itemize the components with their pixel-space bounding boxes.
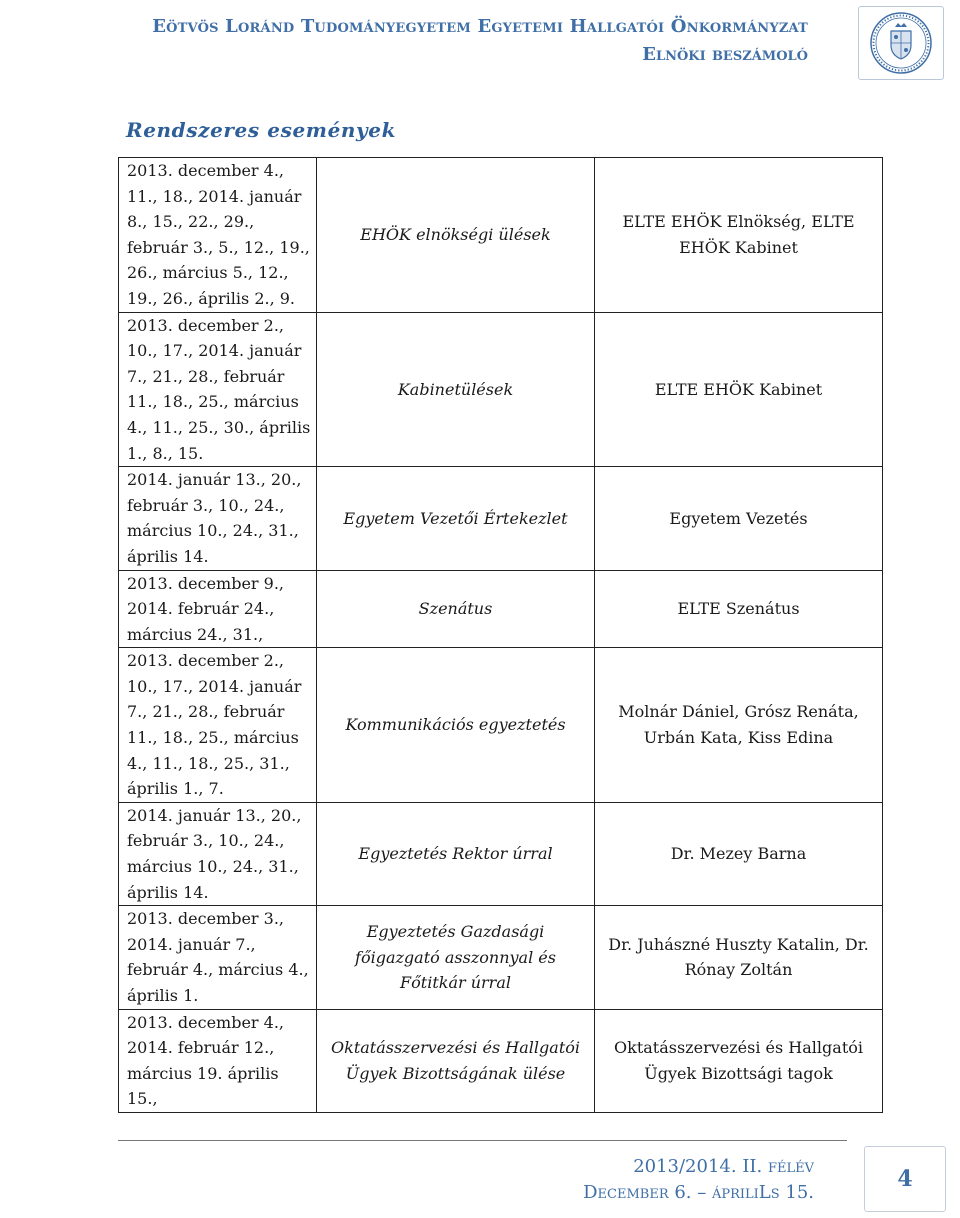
responsible-cell <box>595 906 883 1009</box>
cell-line: ELTE Szenátus <box>677 599 800 619</box>
cell-line: március 24., 31., <box>127 624 264 644</box>
cell-line: ELTE EHÖK Kabinet <box>654 379 823 399</box>
cell-line: Urbán Kata, Kiss Edina <box>643 728 834 748</box>
cell-line: március 10., 24., 31., <box>127 857 299 877</box>
responsible-cell <box>595 467 883 570</box>
event-cell <box>317 648 595 803</box>
table-row <box>119 648 883 803</box>
cell-line: április 1., 7. <box>127 779 224 799</box>
cell-line: Molnár Dániel, Grósz Renáta, <box>618 702 859 722</box>
cell-line: Egyetem Vezetés <box>669 508 808 528</box>
cell-line: főigazgató asszonnyal és <box>355 947 556 967</box>
date-cell <box>119 158 317 313</box>
cell-line: 11., 18., 25., március <box>127 728 299 748</box>
cell-line: március 10., 24., 31., <box>127 521 299 541</box>
date-cell <box>119 570 317 648</box>
cell-line: Kommunikációs egyeztetés <box>345 715 566 735</box>
cell-line: 19., 26., április 2., 9. <box>127 288 296 308</box>
cell-line: 10., 17., 2014. január <box>127 341 302 361</box>
event-cell <box>317 158 595 313</box>
cell-line: február 3., 10., 24., <box>127 495 285 515</box>
cell-line: Rónay Zoltán <box>684 960 793 980</box>
table-row <box>119 312 883 467</box>
page-header <box>0 0 960 96</box>
cell-line: 2014. január 13., 20., <box>127 805 302 825</box>
cell-line: Egyeztetés Gazdasági <box>366 922 545 942</box>
footer-semester: 2013/2014. II. félév <box>633 1156 814 1177</box>
cell-line: február 3., 10., 24., <box>127 831 285 851</box>
event-cell <box>317 467 595 570</box>
table-row <box>119 467 883 570</box>
date-cell <box>119 467 317 570</box>
table-row <box>119 570 883 648</box>
cell-line: EHÖK Kabinet <box>679 237 798 257</box>
cell-line: 11., 18., 25., március <box>127 392 299 412</box>
date-cell <box>119 1009 317 1112</box>
cell-line: Dr. Mezey Barna <box>670 844 807 864</box>
cell-line: 4., 11., 18., 25., 31., <box>127 753 290 773</box>
event-cell <box>317 906 595 1009</box>
cell-line: február 4., március 4., <box>127 960 309 980</box>
responsible-cell <box>595 1009 883 1112</box>
date-cell <box>119 648 317 803</box>
cell-line: április 14. <box>127 546 209 566</box>
responsible-cell <box>595 802 883 905</box>
cell-line: Szenátus <box>418 599 493 619</box>
event-cell <box>317 312 595 467</box>
footer-divider <box>118 1140 847 1141</box>
page-footer <box>0 1140 960 1218</box>
cell-line: 10., 17., 2014. január <box>127 676 302 696</box>
responsible-cell <box>595 158 883 313</box>
cell-line: 2013. december 4., <box>127 1012 284 1032</box>
cell-line: 8., 15., 22., 29., <box>127 212 255 232</box>
cell-line: 2014. január 13., 20., <box>127 470 302 490</box>
responsible-cell <box>595 312 883 467</box>
cell-line: Oktatásszervezési és Hallgatói <box>331 1038 580 1058</box>
page-number: 4 <box>864 1146 946 1212</box>
cell-line: Főtitkár úrral <box>400 973 511 993</box>
cell-line: Ügyek Bizottsági tagok <box>644 1063 833 1083</box>
responsible-cell <box>595 570 883 648</box>
responsible-cell <box>595 648 883 803</box>
cell-line: Oktatásszervezési és Hallgatói <box>614 1038 863 1058</box>
cell-line: március 19. április <box>127 1063 279 1083</box>
cell-line: 2013. december 9., <box>127 573 284 593</box>
cell-line: 1., 8., 15. <box>127 443 204 463</box>
cell-line: EHÖK elnökségi ülések <box>360 224 551 244</box>
header-institution: Eötvös Loránd Tudományegyetem Egyetemi Hallgatói Önkormányzat <box>152 16 808 37</box>
cell-line: Ügyek Bizottságának ülése <box>345 1063 566 1083</box>
cell-line: Dr. Juhászné Huszty Katalin, Dr. <box>608 934 869 954</box>
cell-line: 7., 21., 28., február <box>127 702 285 722</box>
cell-line: 2014. február 24., <box>127 599 275 619</box>
cell-line: Egyeztetés Rektor úrral <box>358 844 553 864</box>
seal-logo-icon <box>858 6 944 80</box>
cell-line: 2013. december 3., <box>127 909 284 929</box>
cell-line: április 14. <box>127 882 209 902</box>
header-report-title: Elnöki beszámoló <box>642 44 808 65</box>
footer-date-range: December 6. – ápriliLs 15. <box>583 1182 814 1203</box>
table-row <box>119 1009 883 1112</box>
cell-line: 2014. január 7., <box>127 934 256 954</box>
cell-line: 26., március 5., 12., <box>127 263 289 283</box>
cell-line: 4., 11., 25., 30., április <box>127 417 311 437</box>
date-cell <box>119 802 317 905</box>
cell-line: Kabinetülések <box>397 379 514 399</box>
cell-line: 11., 18., 2014. január <box>127 186 302 206</box>
event-cell <box>317 570 595 648</box>
cell-line: 2013. december 2., <box>127 315 284 335</box>
table-row <box>119 158 883 313</box>
event-cell <box>317 1009 595 1112</box>
cell-line: 2014. február 12., <box>127 1038 275 1058</box>
cell-line: 15., <box>127 1089 158 1109</box>
date-cell <box>119 312 317 467</box>
cell-line: Egyetem Vezetői Értekezlet <box>343 508 568 528</box>
date-cell <box>119 906 317 1009</box>
cell-line: 2013. december 4., <box>127 161 284 180</box>
section-title: Rendszeres események <box>126 118 397 142</box>
cell-line: április 1. <box>127 986 199 1005</box>
cell-line: 2013. december 2., <box>127 651 284 671</box>
table-row <box>119 906 883 1009</box>
cell-line: február 3., 5., 12., 19., <box>127 237 310 257</box>
cell-line: 7., 21., 28., február <box>127 366 285 386</box>
table-row <box>119 802 883 905</box>
events-table <box>118 157 883 1113</box>
cell-line: ELTE EHÖK Elnökség, ELTE <box>622 212 855 232</box>
event-cell <box>317 802 595 905</box>
